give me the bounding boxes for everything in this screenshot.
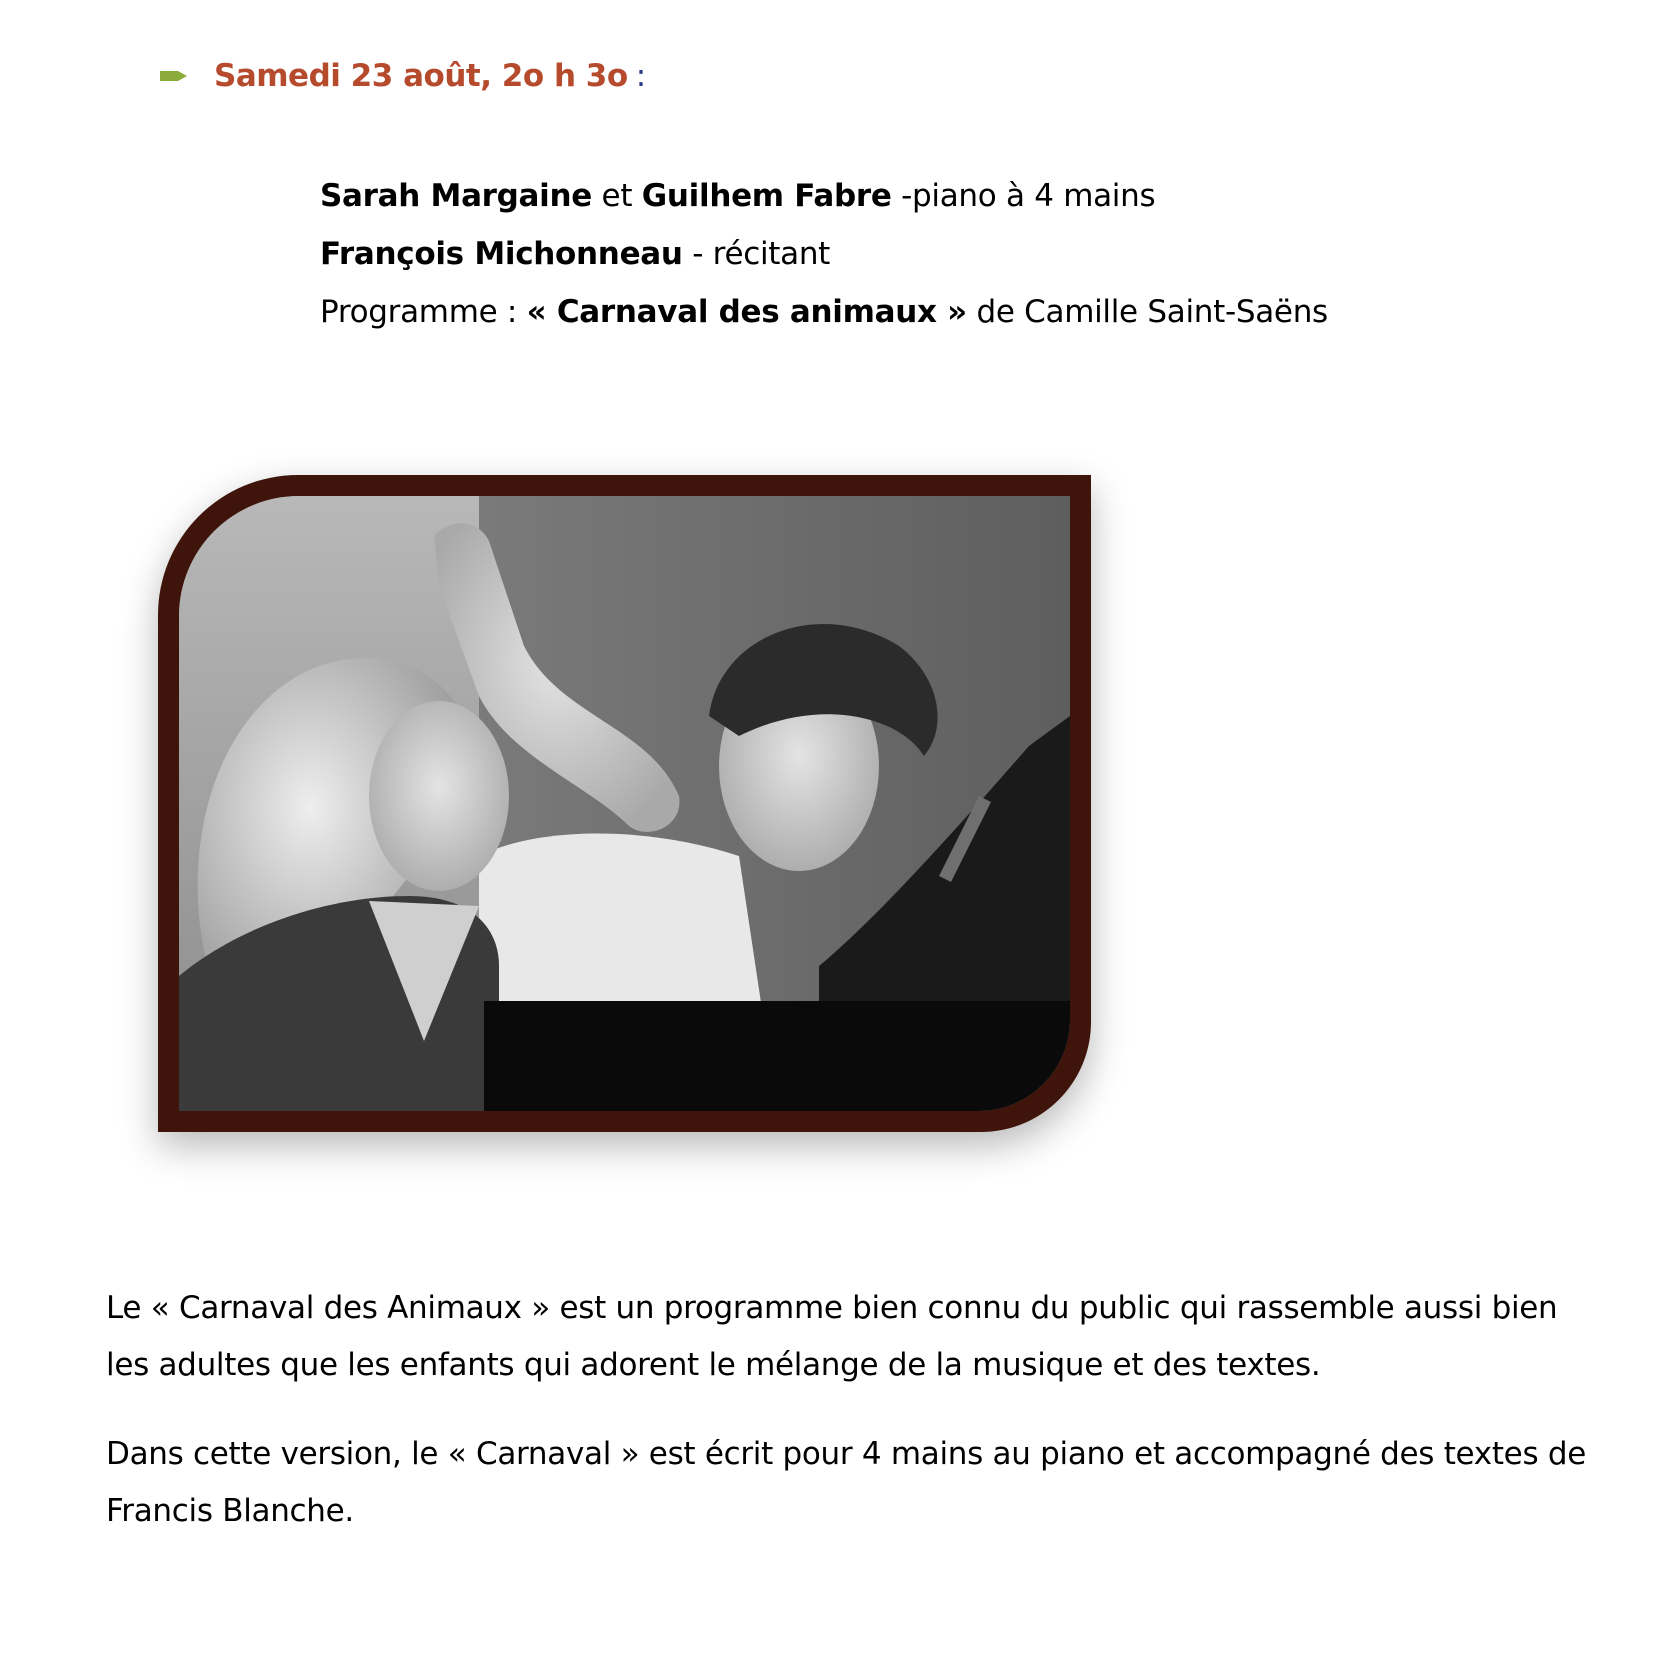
arrow-right-icon	[160, 68, 188, 84]
performers-photo-illustration	[179, 496, 1070, 1111]
performer-role: -piano à 4 mains	[891, 178, 1156, 214]
event-date: Samedi 23 août, 2o h 3o	[214, 58, 628, 94]
program-work: « Carnaval des animaux »	[526, 294, 967, 330]
event-date-colon: :	[635, 58, 646, 94]
credit-line-program	[320, 283, 1328, 341]
performer-credits	[320, 167, 1328, 341]
program-prefix: Programme :	[320, 294, 527, 330]
credit-line-pianists	[320, 167, 1328, 225]
performer-name: François Michonneau	[320, 236, 683, 272]
event-heading	[160, 54, 646, 98]
credit-line-narrator	[320, 225, 1328, 283]
performer-role: - récitant	[682, 236, 831, 272]
program-composer: de Camille Saint-Saëns	[966, 294, 1328, 330]
description-paragraph: Le « Carnaval des Animaux » est un programme bien connu du public qui rassemble aussi bien les adultes que les enfants qui adorent le mélange de la musique et des textes.	[106, 1290, 1558, 1383]
description-paragraph: Dans cette version, le « Carnaval » est écrit pour 4 mains au piano et accompagné des textes de Francis Blanche.	[106, 1436, 1587, 1529]
performers-photo	[179, 496, 1070, 1111]
performers-photo-frame	[158, 475, 1091, 1132]
performer-name: Guilhem Fabre	[641, 178, 892, 214]
conjunction: et	[592, 178, 642, 214]
performer-name: Sarah Margaine	[320, 178, 592, 214]
